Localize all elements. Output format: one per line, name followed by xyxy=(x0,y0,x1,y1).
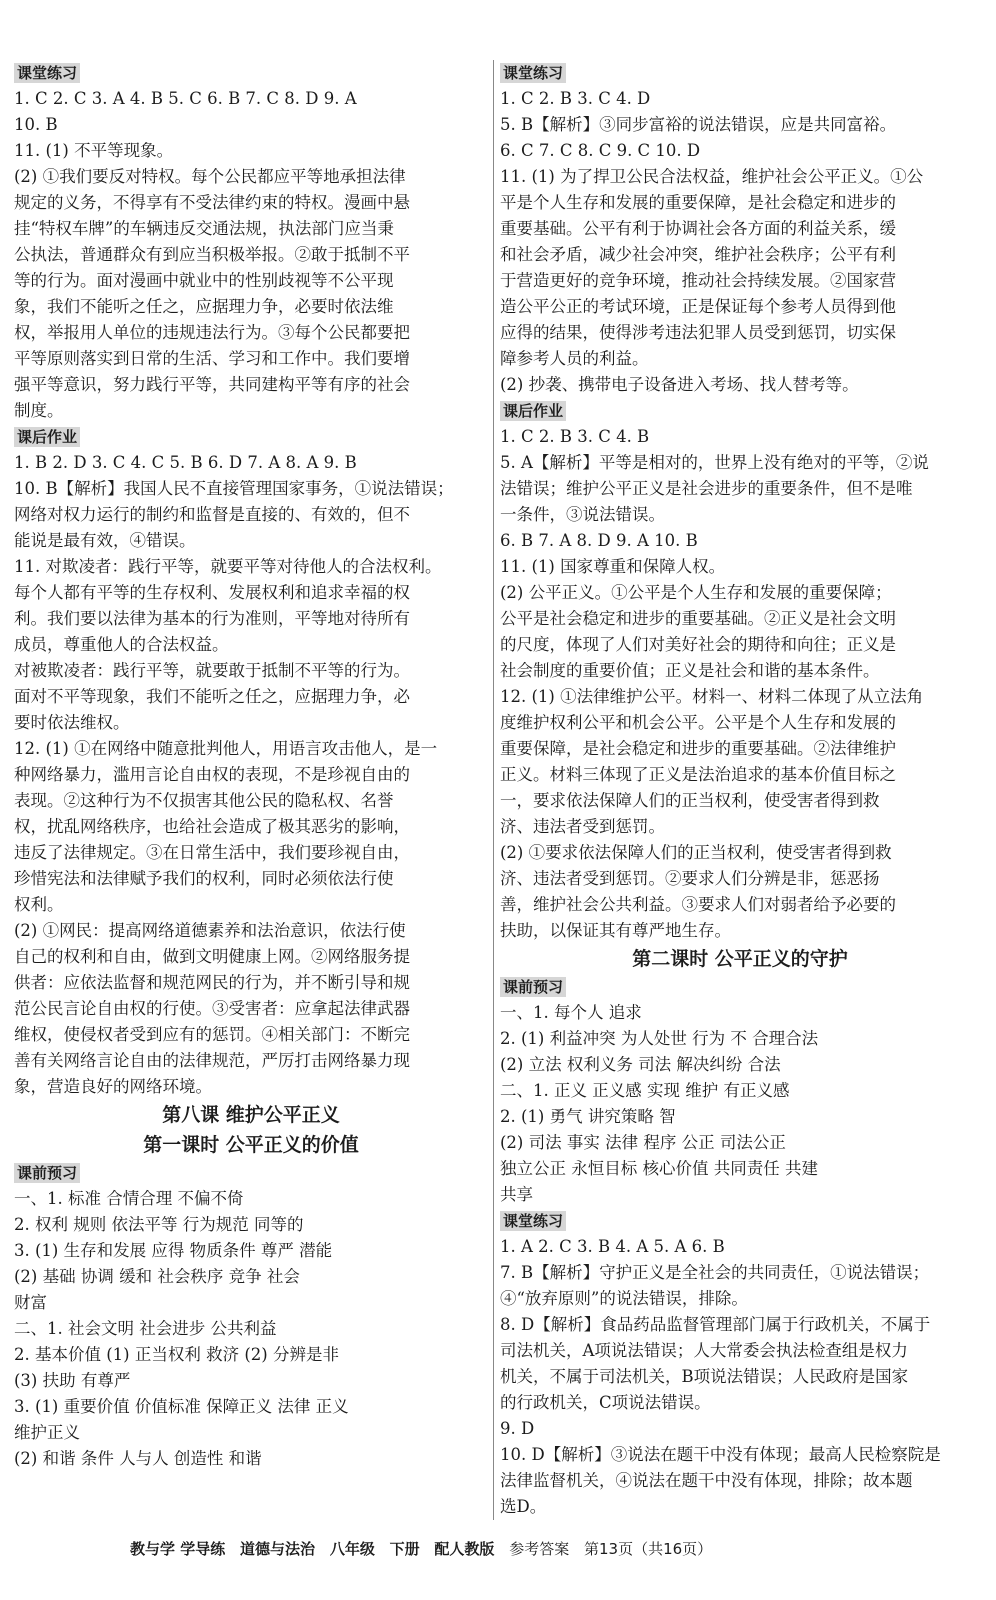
answer-line: 1. A 2. C 3. B 4. A 5. A 6. B xyxy=(500,1237,725,1256)
answer-line: 法错误；维护公平正义是社会进步的重要条件，但不是唯 xyxy=(500,479,913,498)
answer-line: 12. (1) ①法律维护公平。材料一、材料二体现了从立法角 xyxy=(500,687,924,706)
answer-line: 能说是最有效，④错误。 xyxy=(14,531,196,550)
answer-line: 一、1. 标准 合情合理 不偏不倚 xyxy=(14,1189,244,1208)
answer-line: 对被欺凌者：践行平等，就要敢于抵制不平等的行为。 xyxy=(14,661,410,680)
answer-line: 社会制度的重要价值；正义是社会和谐的基本条件。 xyxy=(500,661,880,680)
answer-line: (2) 和谐 条件 人与人 创造性 和谐 xyxy=(14,1449,262,1468)
answer-line: (2) ①我们要反对特权。每个公民都应平等地承担法律 xyxy=(14,167,406,186)
answer-line: 9. D xyxy=(500,1419,535,1438)
answer-line: 的行政机关，C项说法错误。 xyxy=(500,1393,711,1412)
answer-line: 5. B【解析】③同步富裕的说法错误，应是共同富裕。 xyxy=(500,115,897,134)
footer-grade: 八年级 xyxy=(329,1540,375,1558)
answer-line: 11. 对欺凌者：践行平等，就要平等对待他人的合法权利。 xyxy=(14,557,442,576)
section-heading: 课后作业 xyxy=(500,401,566,421)
footer-page-number: 第13页（共16页） xyxy=(584,1540,713,1558)
answer-line: 每个人都有平等的生存权利、发展权利和追求幸福的权 xyxy=(14,583,410,602)
answer-line: 象，我们不能听之任之，应据理力争，必要时依法维 xyxy=(14,297,394,316)
answer-line: 1. C 2. C 3. A 4. B 5. C 6. B 7. C 8. D 9. A xyxy=(14,89,357,108)
section-heading-row xyxy=(500,974,980,1000)
answer-line: 5. A【解析】平等是相对的，世界上没有绝对的平等，②说 xyxy=(500,453,929,472)
answer-line: 制度。 xyxy=(14,401,64,420)
answer-line: 象，营造良好的网络环境。 xyxy=(14,1077,212,1096)
section-heading-row xyxy=(14,424,488,450)
answer-line: 善有关网络言论自由的法律规范，严厉打击网络暴力现 xyxy=(14,1051,410,1070)
lesson-title: 第八课 维护公平正义 xyxy=(162,1104,340,1126)
answer-line: 和社会矛盾，减少社会冲突，维护社会秩序；公平有利 xyxy=(500,245,896,264)
answer-line: 1. C 2. B 3. C 4. B xyxy=(500,427,650,446)
answer-line: 3. (1) 生存和发展 应得 物质条件 尊严 潜能 xyxy=(14,1241,333,1260)
section-heading-row xyxy=(500,1208,980,1234)
footer-label: 参考答案 xyxy=(509,1540,570,1558)
answer-line: 12. (1) ①在网络中随意批判他人，用语言攻击他人，是一 xyxy=(14,739,438,758)
answer-line: 2. (1) 勇气 讲究策略 智 xyxy=(500,1107,676,1126)
section-heading-row xyxy=(500,398,980,424)
answer-line: 10. B xyxy=(14,115,58,134)
section-heading-row xyxy=(14,1160,488,1186)
answer-line: 规定的义务，不得享有不受法律约束的特权。漫画中悬 xyxy=(14,193,410,212)
answer-line: 3. (1) 重要价值 价值标准 保障正义 法律 正义 xyxy=(14,1397,349,1416)
answer-line: 机关，不属于司法机关，B项说法错误；人民政府是国家 xyxy=(500,1367,909,1386)
answer-line: 权，扰乱网络秩序，也给社会造成了极其恶劣的影响， xyxy=(14,817,410,836)
section-heading: 课前预习 xyxy=(14,1163,80,1183)
answer-line: 网络对权力运行的制约和监督是直接的、有效的，但不 xyxy=(14,505,410,524)
column-divider xyxy=(493,60,494,1520)
answer-line: 维权，使侵权者受到应有的惩罚。④相关部门：不断完 xyxy=(14,1025,410,1044)
answer-line: (2) 基础 协调 缓和 社会秩序 竞争 社会 xyxy=(14,1267,300,1286)
answer-line: 平是个人生存和发展的重要保障，是社会稳定和进步的 xyxy=(500,193,896,212)
section-heading: 课前预习 xyxy=(500,977,566,997)
answer-line: 法律监督机关，④说法在题干中没有体现，排除；故本题 xyxy=(500,1471,913,1490)
section-heading: 课堂练习 xyxy=(14,63,80,83)
answer-line: 应得的结果，使得涉考违法犯罪人员受到惩罚，切实保 xyxy=(500,323,896,342)
answer-line: 表现。②这种行为不仅损害其他公民的隐私权、名誉 xyxy=(14,791,394,810)
answer-line: 6. C 7. C 8. C 9. C 10. D xyxy=(500,141,701,160)
answer-line: 公平是社会稳定和进步的重要基础。②正义是社会文明 xyxy=(500,609,896,628)
answer-line: (2) ①要求依法保障人们的正当权利，使受害者得到救 xyxy=(500,843,892,862)
answer-line: 选D。 xyxy=(500,1497,547,1516)
answer-line: 2. 基本价值 (1) 正当权利 救济 (2) 分辨是非 xyxy=(14,1345,339,1364)
answer-line: 济、违法者受到惩罚。 xyxy=(500,817,665,836)
section-heading-row xyxy=(500,60,980,86)
answer-line: (2) 抄袭、携带电子设备进入考场、找人替考等。 xyxy=(500,375,859,394)
answer-line: 范公民言论自由权的行使。③受害者：应拿起法律武器 xyxy=(14,999,410,1018)
answer-line: 7. B【解析】守护正义是全社会的共同责任，①说法错误； xyxy=(500,1263,930,1282)
lesson-title: 第一课时 公平正义的价值 xyxy=(143,1134,359,1156)
answer-line: 二、1. 正义 正义感 实现 维护 有正义感 xyxy=(500,1081,790,1100)
answer-line: 独立公正 永恒目标 核心价值 共同责任 共建 xyxy=(500,1159,818,1178)
answer-line: 1. B 2. D 3. C 4. C 5. B 6. D 7. A 8. A 9. B xyxy=(14,453,357,472)
answer-line: 要时依法维权。 xyxy=(14,713,130,732)
answer-line: 10. D【解析】③说法在题干中没有体现；最高人民检察院是 xyxy=(500,1445,941,1464)
footer-book: 教与学 学导练 xyxy=(130,1540,226,1558)
right-column xyxy=(500,60,980,1520)
answer-line: 二、1. 社会文明 社会进步 公共利益 xyxy=(14,1319,277,1338)
footer-edition: 配人教版 xyxy=(434,1540,495,1558)
answer-line: 正义。材料三体现了正义是法治追求的基本价值目标之 xyxy=(500,765,896,784)
answer-line: 面对不平等现象，我们不能听之任之，应据理力争，必 xyxy=(14,687,410,706)
answer-line: 司法机关，A项说法错误；人大常委会执法检查组是权力 xyxy=(500,1341,908,1360)
answer-line: 障参考人员的利益。 xyxy=(500,349,649,368)
answer-line: 8. D【解析】食品药品监督管理部门属于行政机关，不属于 xyxy=(500,1315,931,1334)
left-column xyxy=(14,60,488,1472)
answer-line: 2. (1) 利益冲突 为人处世 行为 不 合理合法 xyxy=(500,1029,819,1048)
answer-line: 权利。 xyxy=(14,895,64,914)
answer-line: (2) 立法 权利义务 司法 解决纠纷 合法 xyxy=(500,1055,781,1074)
answer-line: 11. (1) 国家尊重和保障人权。 xyxy=(500,557,726,576)
answer-line: 造公平公正的考试环境，正是保证每个参考人员得到他 xyxy=(500,297,896,316)
answer-line: 重要基础。公平有利于协调社会各方面的利益关系，缓 xyxy=(500,219,896,238)
answer-line: 济、违法者受到惩罚。②要求人们分辨是非，惩恶扬 xyxy=(500,869,880,888)
answer-line: 种网络暴力，滥用言论自由权的表现，不是珍视自由的 xyxy=(14,765,410,784)
answer-line: 11. (1) 不平等现象。 xyxy=(14,141,174,160)
answer-line: 的尺度，体现了人们对美好社会的期待和向往；正义是 xyxy=(500,635,896,654)
answer-line: 等的行为。面对漫画中就业中的性别歧视等不公平现 xyxy=(14,271,394,290)
answer-line: 度维护权利公平和机会公平。公平是个人生存和发展的 xyxy=(500,713,896,732)
answer-line: 成员，尊重他人的合法权益。 xyxy=(14,635,229,654)
answer-line: 公执法，普通群众有到应当积极举报。②敢于抵制不平 xyxy=(14,245,410,264)
section-heading: 课堂练习 xyxy=(500,1211,566,1231)
answer-line: 权，举报用人单位的违规违法行为。③每个公民都要把 xyxy=(14,323,410,342)
answer-line: 违反了法律规定。③在日常生活中，我们要珍视自由， xyxy=(14,843,410,862)
answer-line: 平等原则落实到日常的生活、学习和工作中。我们要增 xyxy=(14,349,410,368)
answer-line: 一，要求依法保障人们的正当权利，使受害者得到救 xyxy=(500,791,880,810)
section-heading: 课后作业 xyxy=(14,427,80,447)
page-footer xyxy=(130,1538,722,1559)
answer-line: 11. (1) 为了捍卫公民合法权益，维护社会公平正义。①公 xyxy=(500,167,924,186)
answer-line: 自己的权利和自由，做到文明健康上网。②网络服务提 xyxy=(14,947,410,966)
answer-line: 共享 xyxy=(500,1185,533,1204)
answer-line: 利。我们要以法律为基本的行为准则，平等地对待所有 xyxy=(14,609,410,628)
answer-line: 善，维护社会公共利益。③要求人们对弱者给予必要的 xyxy=(500,895,896,914)
answer-line: 挂“特权车牌”的车辆违反交通法规，执法部门应当秉 xyxy=(14,219,394,238)
footer-term: 下册 xyxy=(389,1540,420,1558)
answer-line: (2) 司法 事实 法律 程序 公正 司法公正 xyxy=(500,1133,786,1152)
answer-line: 10. B【解析】我国人民不直接管理国家事务，①说法错误； xyxy=(14,479,454,498)
answer-line: 维护正义 xyxy=(14,1423,80,1442)
answer-line: 于营造更好的竞争环境，推动社会持续发展。②国家营 xyxy=(500,271,896,290)
answer-line: ④“放弃原则”的说法错误，排除。 xyxy=(500,1289,748,1308)
answer-line: 一、1. 每个人 追求 xyxy=(500,1003,642,1022)
answer-line: 2. 权利 规则 依法平等 行为规范 同等的 xyxy=(14,1215,304,1234)
footer-subject: 道德与法治 xyxy=(240,1540,316,1558)
answer-line: 扶助，以保证其有尊严地生存。 xyxy=(500,921,731,940)
answer-line: 珍惜宪法和法律赋予我们的权利，同时必须依法行使 xyxy=(14,869,394,888)
answer-line: (3) 扶助 有尊严 xyxy=(14,1371,131,1390)
answer-line: (2) 公平正义。①公平是个人生存和发展的重要保障； xyxy=(500,583,892,602)
lesson-title: 第二课时 公平正义的守护 xyxy=(632,948,848,970)
answer-line: (2) ①网民：提高网络道德素养和法治意识，依法行使 xyxy=(14,921,406,940)
answer-line: 6. B 7. A 8. D 9. A 10. B xyxy=(500,531,698,550)
answer-line: 供者：应依法监督和规范网民的行为，并不断引导和规 xyxy=(14,973,410,992)
answer-line: 财富 xyxy=(14,1293,47,1312)
answer-line: 重要保障，是社会稳定和进步的重要基础。②法律维护 xyxy=(500,739,896,758)
section-heading-row xyxy=(14,60,488,86)
answer-line: 1. C 2. B 3. C 4. D xyxy=(500,89,651,108)
answer-line: 一条件，③说法错误。 xyxy=(500,505,665,524)
section-heading: 课堂练习 xyxy=(500,63,566,83)
answer-line: 强平等意识，努力践行平等，共同建构平等有序的社会 xyxy=(14,375,410,394)
